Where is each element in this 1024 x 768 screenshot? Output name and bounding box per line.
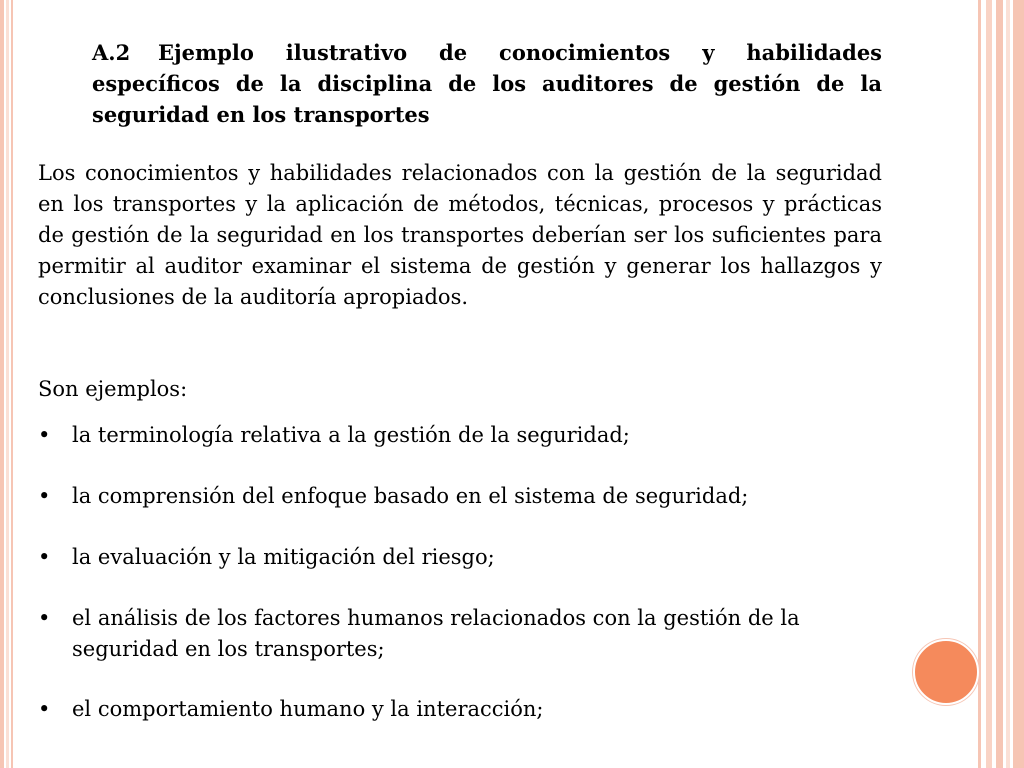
- list-item: [38, 694, 882, 725]
- bullet-icon: •: [38, 697, 51, 721]
- right-decorative-stripe: [1006, 0, 1010, 768]
- list-item-text: la evaluación y la mitigación del riesgo;: [72, 545, 495, 569]
- right-decorative-stripe: [978, 0, 981, 768]
- body-paragraph: Los conocimientos y habilidades relacionados con la gestión de la seguridad en los transportes y la aplicación de métodos, técnicas, procesos y prácticas de gestión de la seguridad en los transportes deberían ser los suficientes para permitir al auditor examinar el sistema de gestión y generar los hallazgos y conclusiones de la auditoría apropiados.: [38, 161, 882, 309]
- slide-heading: [92, 37, 882, 130]
- list-item-text: el comportamiento humano y la interacción;: [72, 697, 544, 721]
- examples-list: [38, 420, 882, 755]
- list-item: [38, 481, 882, 512]
- right-decorative-stripe: [1013, 0, 1024, 768]
- left-decorative-stripe: [11, 0, 13, 768]
- heading-text: Ejemplo ilustrativo de conocimientos y habilidades específicos de la disciplina de los auditores de gestión de la seguridad en los transportes: [92, 40, 882, 127]
- list-item: [38, 420, 882, 451]
- heading-number: A.2: [92, 40, 131, 65]
- list-item: [38, 603, 882, 665]
- bullet-icon: •: [38, 484, 51, 508]
- bullet-icon: •: [38, 606, 51, 630]
- list-item-text: la comprensión del enfoque basado en el sistema de seguridad;: [72, 484, 749, 508]
- left-decorative-stripe: [0, 0, 4, 768]
- bullet-icon: •: [38, 545, 51, 569]
- list-item-text: el análisis de los factores humanos relacionados con la gestión de la seguridad en los transportes;: [72, 606, 800, 661]
- right-decorative-stripe: [996, 0, 1003, 768]
- list-item-text: la terminología relativa a la gestión de la seguridad;: [72, 423, 630, 447]
- list-item: [38, 542, 882, 573]
- left-decorative-stripe: [6, 0, 9, 768]
- decorative-orange-circle: [913, 639, 979, 705]
- examples-label: Son ejemplos:: [38, 377, 188, 401]
- bullet-icon: •: [38, 423, 51, 447]
- right-decorative-stripe: [986, 0, 992, 768]
